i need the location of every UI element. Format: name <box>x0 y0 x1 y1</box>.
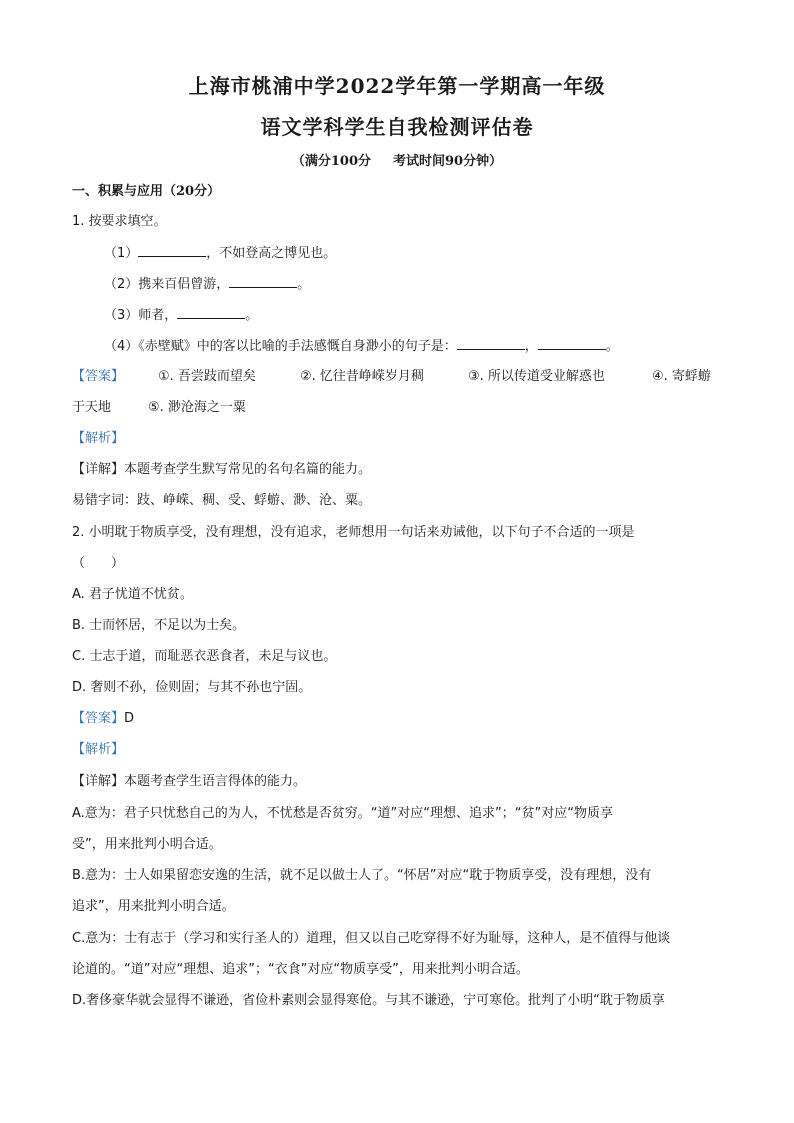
answer-blank <box>229 275 297 288</box>
q1-stem: 1. 按要求填空。 <box>72 214 167 229</box>
q2-explain-line: C.意为：士有志于（学习和实行圣人的）道理，但又以自己吃穿得不好为耻辱，这种人，是不值得与他谈 <box>72 931 671 946</box>
q2-answer: D <box>124 711 135 726</box>
q1-answer-3: ③. 所以传道受业解惑也 <box>468 369 605 384</box>
q2-option-c: C. 士志于道，而耻恶衣恶食者，未足与议也。 <box>72 649 337 664</box>
q1-answer-5: ⑤. 渺沧海之一粟 <box>148 400 246 415</box>
exam-title-line1: 上海市桃浦中学2022学年第一学期高一年级 <box>188 74 606 98</box>
answer-blank <box>457 337 525 350</box>
q2-explain-line: A.意为：君子只忧愁自己的为人，不忧愁是否贫穷。“道”对应“理想、追求”；“贫”对应“物质享 <box>72 806 613 821</box>
detail-tag: 【详解】 <box>72 774 125 789</box>
section-heading: 一、积累与应用（20分） <box>72 184 221 199</box>
q2-explain-line: 受”，用来批判小明合适。 <box>72 837 222 852</box>
q2-explain-line: 论道的。“道”对应“理想、追求”；“衣食”对应“物质享受”，用来批判小明合适。 <box>72 962 529 977</box>
q2-explain-line: B.意为：士人如果留恋安逸的生活，就不足以做士人了。“怀居”对应“耽于物质享受，没有理想，没有 <box>72 868 652 883</box>
q1-item-1: （1） ，不如登高之博见也。 <box>104 246 337 261</box>
q1-detail: 【详解】本题考查学生默写常见的名句名篇的能力。 <box>72 462 372 477</box>
q1-answer-line <box>72 368 124 386</box>
q2-paren: （ ） <box>72 556 125 571</box>
q1-errors: 易错字词：跂、峥嵘、稠、受、蜉蝣、渺、沧、粟。 <box>72 493 372 508</box>
answer-tag: 【答案】 <box>72 711 125 726</box>
q2-analysis-tag: 【解析】 <box>72 742 125 757</box>
q2-stem: 2. 小明耽于物质享受，没有理想，没有追求，老师想用一句话来劝诫他，以下句子不合适的一项是 <box>72 525 635 540</box>
q2-option-b: B. 士而怀居，不足以为士矣。 <box>72 618 246 633</box>
q2-explain-line: D.奢侈豪华就会显得不谦逊，省俭朴素则会显得寒伧。与其不谦逊，宁可寒伧。批判了小明“耽于物质享 <box>72 993 665 1008</box>
q1-answer-4-cont: 于天地 <box>72 400 112 415</box>
q2-answer-line <box>72 710 134 728</box>
exam-score: （满分100分 <box>291 154 372 169</box>
answer-tag: 【答案】 <box>72 369 125 384</box>
q1-answer-1: ①. 吾尝跂而望矣 <box>158 369 256 384</box>
q2-option-a: A. 君子忧道不忧贫。 <box>72 587 193 602</box>
q1-answer-4: ④. 寄蜉蝣 <box>652 369 711 384</box>
q1-item-4: （4）《赤壁赋》中的客以比喻的手法感慨自身渺小的句子是： ， 。 <box>104 339 619 354</box>
exam-info <box>0 150 794 169</box>
answer-blank <box>177 306 245 319</box>
exam-title-line2: 语文学科学生自我检测评估卷 <box>260 115 534 139</box>
q2-option-d: D. 奢则不孙，俭则固；与其不孙也宁固。 <box>72 680 312 695</box>
q1-item-2: （2）携来百侣曾游， 。 <box>104 277 311 292</box>
q2-explain-line: 追求”，用来批判小明合适。 <box>72 899 235 914</box>
q1-item-3: （3）师者， 。 <box>104 308 259 323</box>
q2-detail: 【详解】本题考查学生语言得体的能力。 <box>72 774 307 789</box>
q1-analysis-tag: 【解析】 <box>72 431 125 446</box>
exam-time: 考试时间90分钟） <box>393 154 503 169</box>
q1-answer-2: ②. 忆往昔峥嵘岁月稠 <box>300 369 424 384</box>
answer-blank <box>538 337 606 350</box>
answer-blank <box>138 244 206 257</box>
detail-tag: 【详解】 <box>72 462 125 477</box>
